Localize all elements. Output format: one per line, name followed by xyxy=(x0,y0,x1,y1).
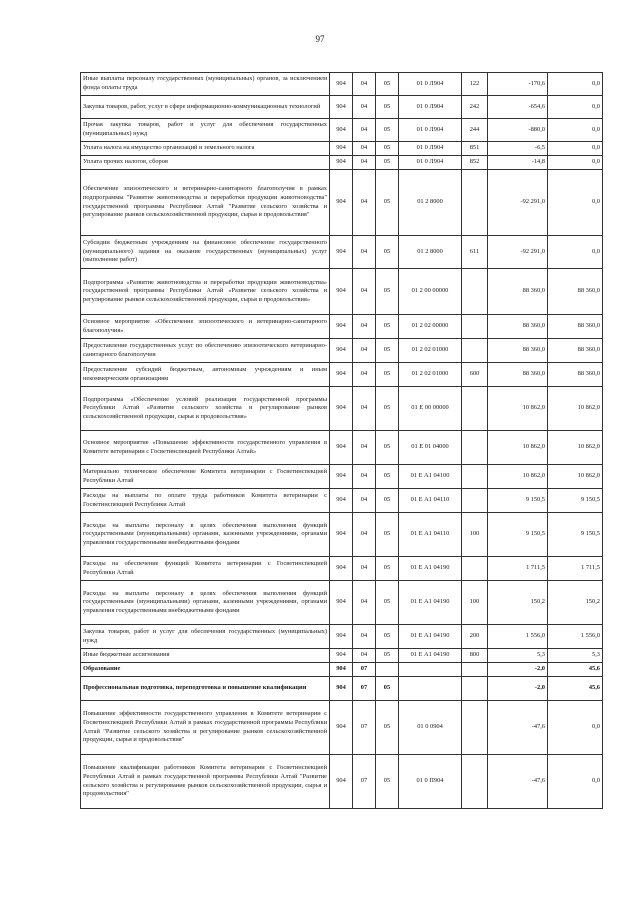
grbs-code: 904 xyxy=(330,431,353,465)
target-article-code: 01 Е А1 04110 xyxy=(399,489,462,513)
row-name: Материально техническое обеспечение Комитета ветеринарии с Госветинспекцией Республики Алтай xyxy=(81,465,330,489)
expense-type-code: 611 xyxy=(462,236,488,269)
expense-type-code: 852 xyxy=(462,156,488,170)
section-code: 07 xyxy=(353,701,376,755)
section-code: 04 xyxy=(353,236,376,269)
row-name: Закупка товаров, работ и услуг для обеспечения государственных (муниципальных) нужд xyxy=(81,625,330,649)
target-article-code: 01 Е 00 00000 xyxy=(399,387,462,431)
section-code: 04 xyxy=(353,363,376,387)
row-name: Расходы на выплаты персоналу в целях обеспечения выполнения функций государственными (муниципальными) органами, казенными учреждениями, органами управления государственными внебюджетными фондами xyxy=(81,513,330,557)
expense-type-code xyxy=(462,387,488,431)
amount-total: 0,0 xyxy=(548,96,603,119)
grbs-code: 904 xyxy=(330,701,353,755)
amount-change: -6,5 xyxy=(488,142,548,156)
grbs-code: 904 xyxy=(330,677,353,701)
expense-type-code: 244 xyxy=(462,119,488,142)
section-code: 07 xyxy=(353,677,376,701)
table-row xyxy=(81,119,603,142)
amount-total: 10 862,0 xyxy=(548,465,603,489)
amount-change: -14,8 xyxy=(488,156,548,170)
table-row xyxy=(81,663,603,677)
subsection-code: 05 xyxy=(376,142,399,156)
row-name: Предоставление субсидий бюджетным, автономным учреждениям и иным некоммерческим организациям xyxy=(81,363,330,387)
table-row xyxy=(81,701,603,755)
amount-total: 88 360,0 xyxy=(548,339,603,363)
expense-type-code: 100 xyxy=(462,581,488,625)
amount-total: 88 360,0 xyxy=(548,363,603,387)
row-name: Основное мероприятие «Обеспечение эпизоотического и ветеринарно-санитарного благополучия» xyxy=(81,315,330,339)
subsection-code: 05 xyxy=(376,339,399,363)
amount-total: 9 150,5 xyxy=(548,513,603,557)
section-code: 04 xyxy=(353,465,376,489)
grbs-code: 904 xyxy=(330,663,353,677)
section-code: 04 xyxy=(353,119,376,142)
grbs-code: 904 xyxy=(330,363,353,387)
subsection-code: 05 xyxy=(376,236,399,269)
section-code: 04 xyxy=(353,269,376,315)
target-article-code: 01 2 02 00000 xyxy=(399,315,462,339)
table-row xyxy=(81,755,603,809)
amount-change: -47,6 xyxy=(488,755,548,809)
section-code: 04 xyxy=(353,625,376,649)
amount-change: 150,2 xyxy=(488,581,548,625)
subsection-code: 05 xyxy=(376,513,399,557)
amount-total: 0,0 xyxy=(548,701,603,755)
table-row xyxy=(81,465,603,489)
target-article-code: 01 0 П904 xyxy=(399,755,462,809)
target-article-code: 01 Е А1 04110 xyxy=(399,513,462,557)
amount-total: 0,0 xyxy=(548,170,603,236)
amount-change: 9 150,5 xyxy=(488,489,548,513)
amount-total: 0,0 xyxy=(548,236,603,269)
row-name: Расходы на выплаты по оплате труда работников Комитета ветеринарии с Госветинспекцией Республики Алтай xyxy=(81,489,330,513)
row-name: Подпрограмма «Обеспечение условий реализации государственной программы Республики Алтай «Развитие сельского хозяйства и регулирование рынков сельскохозяйственной продукции, сырья и продовольствия» xyxy=(81,387,330,431)
table-row xyxy=(81,269,603,315)
target-article-code: 01 0 Л904 xyxy=(399,156,462,170)
section-code: 04 xyxy=(353,142,376,156)
row-name: Прочая закупка товаров, работ и услуг для обеспечения государственных (муниципальных) нужд xyxy=(81,119,330,142)
subsection-code: 05 xyxy=(376,96,399,119)
grbs-code: 904 xyxy=(330,156,353,170)
grbs-code: 904 xyxy=(330,142,353,156)
target-article-code: 01 Е А1 04190 xyxy=(399,581,462,625)
table-row xyxy=(81,489,603,513)
table-row xyxy=(81,170,603,236)
subsection-code: 05 xyxy=(376,581,399,625)
target-article-code: 01 2 02 01000 xyxy=(399,363,462,387)
row-name: Профессиональная подготовка, переподготовка и повышение квалификации xyxy=(81,677,330,701)
amount-total: 150,2 xyxy=(548,581,603,625)
expense-type-code xyxy=(462,755,488,809)
expense-type-code xyxy=(462,465,488,489)
expense-type-code xyxy=(462,170,488,236)
amount-total: 9 150,5 xyxy=(548,489,603,513)
row-name: Подпрограмма «Развитие животноводства и переработки продукции животноводства» государственной программы Республики Алтай «Развитие сельского хозяйства и регулирование рынков сельскохозяйственной продукции, сырья и продовольствия» xyxy=(81,269,330,315)
amount-change: 88 360,0 xyxy=(488,269,548,315)
grbs-code: 904 xyxy=(330,73,353,96)
amount-total: 45,6 xyxy=(548,677,603,701)
table-row xyxy=(81,677,603,701)
subsection-code: 05 xyxy=(376,315,399,339)
grbs-code: 904 xyxy=(330,649,353,663)
amount-total: 1 556,0 xyxy=(548,625,603,649)
subsection-code: 05 xyxy=(376,170,399,236)
row-name: Расходы на выплаты персоналу в целях обеспечения выполнения функций государственными (муниципальными) органами, казенными учреждениями, органами управления государственными внебюджетными фондами xyxy=(81,581,330,625)
page-number: 97 xyxy=(315,34,325,44)
amount-change: -880,0 xyxy=(488,119,548,142)
target-article-code: 01 2 8000 xyxy=(399,170,462,236)
table-row xyxy=(81,625,603,649)
amount-change: 10 862,0 xyxy=(488,465,548,489)
subsection-code: 05 xyxy=(376,465,399,489)
amount-total: 0,0 xyxy=(548,755,603,809)
amount-change: -2,0 xyxy=(488,663,548,677)
grbs-code: 904 xyxy=(330,625,353,649)
expense-type-code xyxy=(462,269,488,315)
expense-type-code xyxy=(462,677,488,701)
expense-type-code: 800 xyxy=(462,649,488,663)
grbs-code: 904 xyxy=(330,581,353,625)
amount-total: 10 862,0 xyxy=(548,431,603,465)
subsection-code: 05 xyxy=(376,557,399,581)
amount-total: 0,0 xyxy=(548,156,603,170)
target-article-code: 01 Е А1 04190 xyxy=(399,557,462,581)
table-row xyxy=(81,557,603,581)
expense-type-code xyxy=(462,489,488,513)
table-row xyxy=(81,431,603,465)
grbs-code: 904 xyxy=(330,465,353,489)
target-article-code: 01 0 Л904 xyxy=(399,96,462,119)
amount-total: 45,6 xyxy=(548,663,603,677)
grbs-code: 904 xyxy=(330,513,353,557)
subsection-code: 05 xyxy=(376,677,399,701)
section-code: 04 xyxy=(353,387,376,431)
expense-type-code xyxy=(462,663,488,677)
target-article-code: 01 Е А1 04190 xyxy=(399,649,462,663)
amount-total: 88 360,0 xyxy=(548,315,603,339)
expense-type-code xyxy=(462,339,488,363)
grbs-code: 904 xyxy=(330,755,353,809)
expense-type-code: 122 xyxy=(462,73,488,96)
grbs-code: 904 xyxy=(330,170,353,236)
table-row xyxy=(81,581,603,625)
row-name: Субсидии бюджетным учреждениям на финансовое обеспечение государственного (муниципального) задания на оказание государственных (муниципальных) услуг (выполнение работ) xyxy=(81,236,330,269)
grbs-code: 904 xyxy=(330,315,353,339)
table-row xyxy=(81,236,603,269)
subsection-code: 05 xyxy=(376,489,399,513)
grbs-code: 904 xyxy=(330,236,353,269)
amount-total: 0,0 xyxy=(548,142,603,156)
grbs-code: 904 xyxy=(330,96,353,119)
subsection-code: 05 xyxy=(376,269,399,315)
section-code: 04 xyxy=(353,649,376,663)
row-name: Уплата налога на имущество организаций и земельного налога xyxy=(81,142,330,156)
section-code: 04 xyxy=(353,431,376,465)
amount-change: 10 862,0 xyxy=(488,387,548,431)
target-article-code xyxy=(399,677,462,701)
expense-type-code: 100 xyxy=(462,513,488,557)
section-code: 04 xyxy=(353,557,376,581)
target-article-code xyxy=(399,663,462,677)
row-name: Предоставление государственных услуг по обеспечению эпизоотического ветеринарно-санитарного благополучия xyxy=(81,339,330,363)
subsection-code: 05 xyxy=(376,363,399,387)
amount-change: -92 291,0 xyxy=(488,236,548,269)
amount-change: -654,6 xyxy=(488,96,548,119)
expense-type-code: 242 xyxy=(462,96,488,119)
amount-change: 9 150,5 xyxy=(488,513,548,557)
section-code: 07 xyxy=(353,755,376,809)
subsection-code: 05 xyxy=(376,701,399,755)
subsection-code: 05 xyxy=(376,649,399,663)
row-name: Иные выплаты персоналу государственных (муниципальных) органов, за исключением фонда оплаты труда xyxy=(81,73,330,96)
table-row xyxy=(81,315,603,339)
expense-type-code xyxy=(462,701,488,755)
row-name: Закупка товаров, работ, услуг в сфере информационно-коммуникационных технологий xyxy=(81,96,330,119)
target-article-code: 01 0 Л904 xyxy=(399,142,462,156)
table-row xyxy=(81,649,603,663)
section-code: 04 xyxy=(353,581,376,625)
section-code: 04 xyxy=(353,96,376,119)
row-name: Обеспечение эпизоотического и ветеринарно-санитарного благополучия в рамках подпрограммы "Развитие животноводства и переработки продукции животноводства" государственной программы Республики Алтай "Развитие сельского хозяйства и регулирование рынков сельскохозяйственной продукции, сырья и продовольствия" xyxy=(81,170,330,236)
amount-change: -92 291,0 xyxy=(488,170,548,236)
amount-total: 88 360,0 xyxy=(548,269,603,315)
subsection-code: 05 xyxy=(376,625,399,649)
row-name: Основное мероприятие «Повышение эффективности государственного управления в Комитете ветеринарии с Госветинспекцией Республики Алтай» xyxy=(81,431,330,465)
section-code: 04 xyxy=(353,73,376,96)
target-article-code: 01 2 00 00000 xyxy=(399,269,462,315)
amount-total: 0,0 xyxy=(548,119,603,142)
row-name: Уплата прочих налогов, сборов xyxy=(81,156,330,170)
grbs-code: 904 xyxy=(330,119,353,142)
subsection-code: 05 xyxy=(376,73,399,96)
target-article-code: 01 2 8000 xyxy=(399,236,462,269)
target-article-code: 01 Е А1 04190 xyxy=(399,625,462,649)
amount-total: 0,0 xyxy=(548,73,603,96)
grbs-code: 904 xyxy=(330,339,353,363)
table-row xyxy=(81,513,603,557)
amount-change: 88 360,0 xyxy=(488,363,548,387)
target-article-code: 01 0 Л904 xyxy=(399,73,462,96)
section-code: 07 xyxy=(353,663,376,677)
row-name: Образование xyxy=(81,663,330,677)
amount-total: 1 711,5 xyxy=(548,557,603,581)
expense-type-code xyxy=(462,315,488,339)
amount-change: 88 360,0 xyxy=(488,315,548,339)
amount-change: -2,0 xyxy=(488,677,548,701)
row-name: Повышение квалификации работников Комитета ветеринарии с Госветинспекцией Республики Алтай в рамках государственной программы Республики Алтай "Развитие сельского хозяйства и регулирование рынков сельскохозяйственной продукции, сырья и продовольствия" xyxy=(81,755,330,809)
subsection-code: 05 xyxy=(376,119,399,142)
amount-total: 5,3 xyxy=(548,649,603,663)
section-code: 04 xyxy=(353,339,376,363)
expense-type-code: 851 xyxy=(462,142,488,156)
section-code: 04 xyxy=(353,156,376,170)
target-article-code: 01 2 02 01000 xyxy=(399,339,462,363)
table-row xyxy=(81,339,603,363)
subsection-code: 05 xyxy=(376,755,399,809)
amount-change: -170,6 xyxy=(488,73,548,96)
expense-type-code: 200 xyxy=(462,625,488,649)
target-article-code: 01 Е 01 04000 xyxy=(399,431,462,465)
table-row xyxy=(81,96,603,119)
expense-type-code xyxy=(462,431,488,465)
grbs-code: 904 xyxy=(330,387,353,431)
target-article-code: 01 0 0904 xyxy=(399,701,462,755)
amount-change: 88 360,0 xyxy=(488,339,548,363)
target-article-code: 01 Е А1 04100 xyxy=(399,465,462,489)
expense-type-code xyxy=(462,557,488,581)
row-name: Повышение эффективности государственного управления в Комитете ветеринарии с Госветинспекцией Республики Алтай в рамках государственной программы Республики Алтай "Развитие сельского хозяйства и регулирование рынков сельскохозяйственной продукции, сырья и продовольствия" xyxy=(81,701,330,755)
section-code: 04 xyxy=(353,513,376,557)
amount-change: -47,6 xyxy=(488,701,548,755)
grbs-code: 904 xyxy=(330,269,353,315)
table-row xyxy=(81,73,603,96)
subsection-code: 05 xyxy=(376,387,399,431)
table-row xyxy=(81,363,603,387)
expense-type-code: 600 xyxy=(462,363,488,387)
amount-change: 1 711,5 xyxy=(488,557,548,581)
amount-change: 1 556,0 xyxy=(488,625,548,649)
row-name: Расходы на обеспечение функций Комитета ветеринарии с Госветинспекцией Республики Алтай xyxy=(81,557,330,581)
grbs-code: 904 xyxy=(330,489,353,513)
grbs-code: 904 xyxy=(330,557,353,581)
table-row xyxy=(81,142,603,156)
subsection-code: 05 xyxy=(376,156,399,170)
section-code: 04 xyxy=(353,315,376,339)
amount-change: 5,3 xyxy=(488,649,548,663)
subsection-code xyxy=(376,663,399,677)
row-name: Иные бюджетные ассигнования xyxy=(81,649,330,663)
amount-total: 10 862,0 xyxy=(548,387,603,431)
budget-table xyxy=(80,72,603,809)
table-row xyxy=(81,387,603,431)
section-code: 04 xyxy=(353,170,376,236)
subsection-code: 05 xyxy=(376,431,399,465)
section-code: 04 xyxy=(353,489,376,513)
table-row xyxy=(81,156,603,170)
amount-change: 10 862,0 xyxy=(488,431,548,465)
target-article-code: 01 0 Л904 xyxy=(399,119,462,142)
